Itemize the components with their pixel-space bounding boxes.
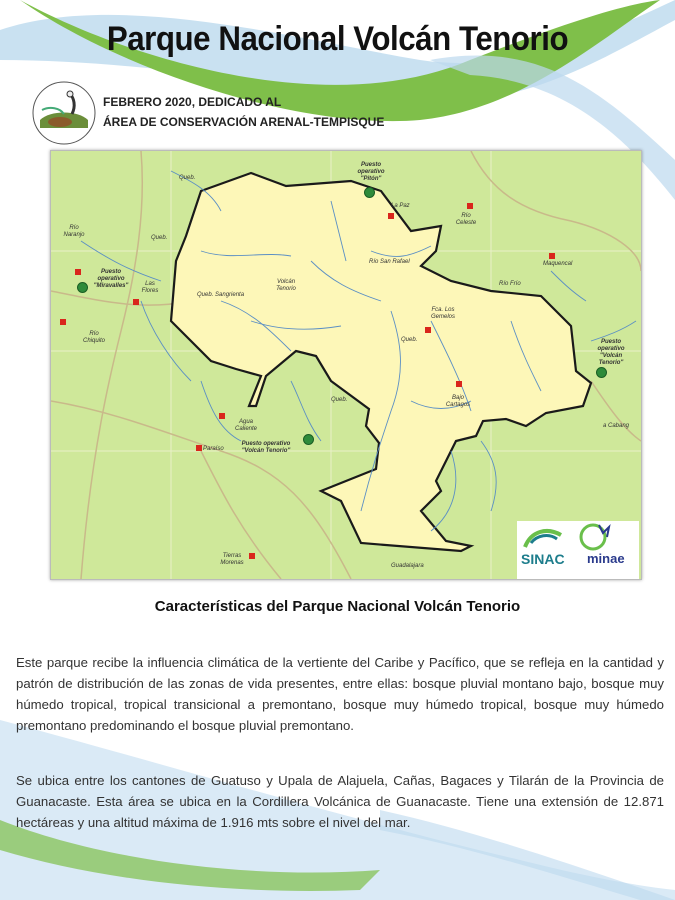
label-bajo-cartagos: Bajo Cartagos — [445, 395, 471, 408]
ranger-station-icon — [303, 434, 314, 445]
ranger-station-icon — [77, 282, 88, 293]
label-rio-celeste: Río Celeste — [455, 213, 477, 226]
town-marker — [133, 299, 139, 305]
section-subtitle: Características del Parque Nacional Volcán Tenorio — [154, 598, 521, 615]
town-marker — [75, 269, 81, 275]
label-quebrada-center: Queb. — [401, 337, 418, 343]
dedication-block — [103, 92, 384, 132]
town-marker — [549, 253, 555, 259]
label-miravalles: Puesto operativo "Miravalles" — [93, 269, 129, 289]
label-agua-caliente: Agua Caliente — [234, 419, 257, 432]
town-marker — [467, 203, 473, 209]
label-rio-chiquito: Río Chiquito — [82, 331, 105, 344]
town-marker — [425, 327, 431, 333]
town-marker — [456, 381, 462, 387]
label-quebrada-north: Queb. — [179, 175, 196, 181]
label-tierras-morenas: Tierras Morenas — [220, 553, 244, 566]
town-marker — [196, 445, 202, 451]
minae-wordmark: minae — [587, 551, 625, 566]
label-rio-san-rafael: Río San Rafael — [369, 259, 410, 265]
label-maquenca: Maquencal — [543, 261, 573, 267]
label-la-paz: La Paz — [391, 203, 410, 209]
label-piton: Puesto operativo "Pitón" — [357, 162, 385, 182]
page-title: Parque Nacional Volcán Tenorio — [106, 20, 569, 58]
label-quebrada-west: Queb. — [151, 235, 168, 241]
sinac-minae-emblem-icon — [517, 521, 639, 551]
label-puesto-tenorio-west: Puesto operativo "Volcán Tenorio" — [241, 441, 291, 454]
park-boundary — [171, 173, 591, 551]
label-paraiso: Paraíso — [203, 446, 224, 452]
sinac-wordmark: SINAC — [521, 551, 565, 567]
town-marker — [60, 319, 66, 325]
label-rio-frio: Río Frío — [499, 281, 521, 287]
park-map-graphics — [51, 151, 641, 579]
agency-logo — [517, 521, 639, 579]
ranger-station-icon — [596, 367, 607, 378]
park-map — [50, 150, 642, 580]
label-quebrada-south: Queb. — [331, 397, 348, 403]
label-las-flores: Las Flores — [141, 281, 159, 294]
ranger-station-icon — [364, 187, 375, 198]
label-fca-gemelos: Fca. Los Gemelos — [430, 307, 455, 320]
town-marker — [249, 553, 255, 559]
paragraph-location: Se ubica entre los cantones de Guatuso y Upala de Alajuela, Cañas, Bagaces y Tilarán de la Provincia de Guanacaste. Esta área se ubica en la Cordillera Volcánica de Guanacaste. Tiene una extensión de 12.871 hectáreas y una altitud máxima de 1.916 mts sobre el nivel del mar. — [16, 773, 664, 830]
label-guadalajara: Guadalajara — [391, 563, 424, 569]
dedication-line-date: FEBRERO 2020, DEDICADO AL — [103, 95, 282, 109]
town-marker — [388, 213, 394, 219]
label-puesto-tenorio-east: Puesto operativo "Volcán Tenorio" — [597, 339, 625, 366]
label-cabang: a Cabang — [603, 423, 630, 429]
label-quebrada-sangrienta: Queb. Sangrienta — [197, 292, 245, 298]
dedication-line-area: ÁREA DE CONSERVACIÓN ARENAL-TEMPISQUE — [103, 115, 385, 129]
label-rio-naranjo: Río Naranjo — [63, 225, 85, 238]
conservation-area-seal-icon — [30, 80, 98, 146]
paragraph-climate: Este parque recibe la influencia climática de la vertiente del Caribe y Pacífico, que se refleja en la cantidad y patrón de distribución de las zonas de vida presentes, entre ellas: bosque pluvial montano bajo, bosque muy húmedo tropical, tropical transicional a premontano, bosque muy húmedo tropical, bosque muy húmedo premontano predominando el bosque pluvial premontano. — [16, 655, 664, 733]
town-marker — [219, 413, 225, 419]
label-volcan-tenorio: Volcán Tenorio — [276, 279, 296, 292]
